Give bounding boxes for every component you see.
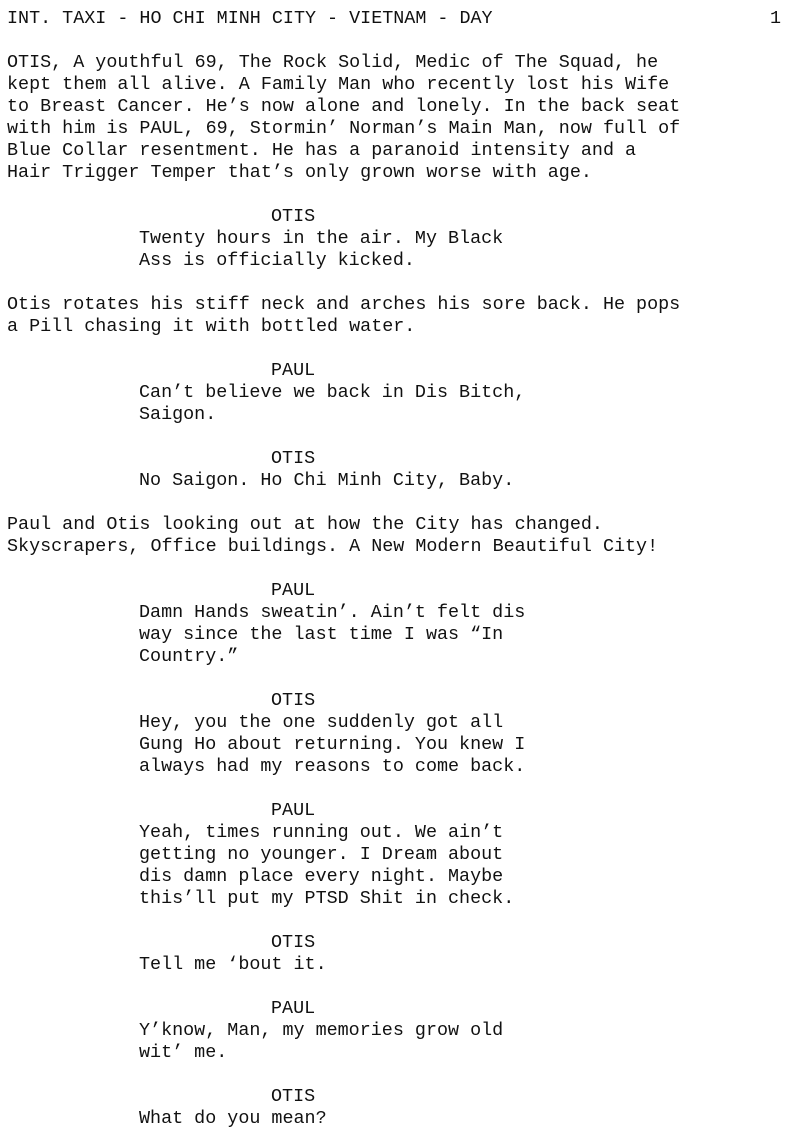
dialogue-line: wit’ me.	[139, 1042, 228, 1063]
action-line: to Breast Cancer. He’s now alone and lonely. In the back seat	[7, 96, 681, 117]
dialogue-line: Country.”	[139, 646, 239, 667]
action-line: OTIS, A youthful 69, The Rock Solid, Medic of The Squad, he	[7, 52, 659, 73]
character-name: PAUL	[271, 580, 316, 601]
dialogue-line: this’ll put my PTSD Shit in check.	[139, 888, 515, 909]
page-number: 1	[770, 8, 782, 29]
action-line: Paul and Otis looking out at how the City has changed.	[7, 514, 603, 535]
action-line: with him is PAUL, 69, Stormin’ Norman’s Main Man, now full of	[7, 118, 681, 139]
action-line: a Pill chasing it with bottled water.	[7, 316, 416, 337]
character-name: OTIS	[271, 690, 316, 711]
action-line: kept them all alive. A Family Man who recently lost his Wife	[7, 74, 670, 95]
dialogue-line: Ass is officially kicked.	[139, 250, 415, 271]
character-name: OTIS	[271, 448, 316, 469]
dialogue-line: dis damn place every night. Maybe	[139, 866, 504, 887]
dialogue-line: Gung Ho about returning. You knew I	[139, 734, 526, 755]
dialogue-line: Yeah, times running out. We ain’t	[139, 822, 504, 843]
scene-heading: INT. TAXI - HO CHI MINH CITY - VIETNAM - DAY	[7, 8, 493, 29]
dialogue-line: always had my reasons to come back.	[139, 756, 526, 777]
dialogue-line: What do you mean?	[139, 1108, 327, 1129]
dialogue-line: No Saigon. Ho Chi Minh City, Baby.	[139, 470, 515, 491]
action-line: Hair Trigger Temper that’s only grown worse with age.	[7, 162, 592, 183]
action-line: Otis rotates his stiff neck and arches his sore back. He pops	[7, 294, 681, 315]
character-name: OTIS	[271, 206, 316, 227]
dialogue-line: Y’know, Man, my memories grow old	[139, 1020, 504, 1041]
dialogue-line: Saigon.	[139, 404, 217, 425]
dialogue-line: getting no younger. I Dream about	[139, 844, 504, 865]
dialogue-line: Damn Hands sweatin’. Ain’t felt dis	[139, 602, 526, 623]
action-line: Blue Collar resentment. He has a paranoid intensity and a	[7, 140, 637, 161]
dialogue-line: Twenty hours in the air. My Black	[139, 228, 504, 249]
action-line: Skyscrapers, Office buildings. A New Modern Beautiful City!	[7, 536, 659, 557]
character-name: OTIS	[271, 1086, 316, 1107]
character-name: OTIS	[271, 932, 316, 953]
dialogue-line: Hey, you the one suddenly got all	[139, 712, 504, 733]
dialogue-line: Tell me ‘bout it.	[139, 954, 327, 975]
character-name: PAUL	[271, 360, 316, 381]
dialogue-line: way since the last time I was “In	[139, 624, 504, 645]
dialogue-line: Can’t believe we back in Dis Bitch,	[139, 382, 526, 403]
character-name: PAUL	[271, 800, 316, 821]
character-name: PAUL	[271, 998, 316, 1019]
